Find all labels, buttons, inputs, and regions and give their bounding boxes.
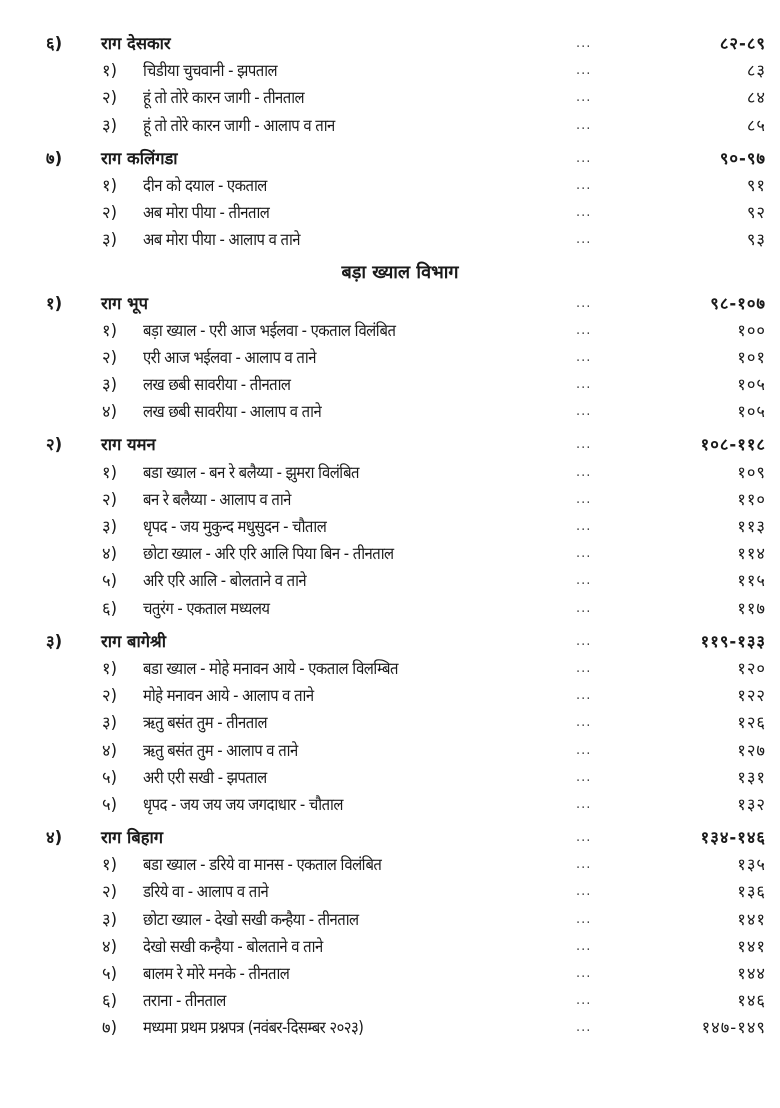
toc-item xyxy=(0,317,780,344)
item-title: ऋतु बसंत तुम - आलाप व ताने xyxy=(143,740,298,760)
page-number: १४१ xyxy=(737,909,766,929)
item-title: तराना - तीनताल xyxy=(143,991,226,1011)
page-number: १२० xyxy=(737,658,766,678)
page-number: १२७ xyxy=(737,740,766,760)
toc-section-yaman xyxy=(0,431,780,621)
item-title: हूं तो तोरे कारन जागी - तीनताल xyxy=(143,88,305,108)
leader-dots: ... xyxy=(576,464,592,480)
page-number: ११७ xyxy=(737,598,766,618)
page-number: १३६ xyxy=(737,882,766,902)
leader-dots: ... xyxy=(576,232,592,248)
section-number: २) xyxy=(46,435,63,455)
item-title: लख छबी सावरीया - आलाप व ताने xyxy=(143,402,322,422)
item-number: ७) xyxy=(102,1018,118,1038)
item-number: ४) xyxy=(102,544,118,564)
page-number: १४१ xyxy=(737,936,766,956)
page-number: ११० xyxy=(737,489,766,509)
leader-dots: ... xyxy=(576,404,592,420)
toc-item xyxy=(0,655,780,682)
section-title: राग देसकार xyxy=(101,34,171,53)
toc-item xyxy=(0,172,780,199)
item-title: ऋतु बसंत तुम - तीनताल xyxy=(143,713,268,733)
leader-dots: ... xyxy=(576,993,592,1009)
item-number: २) xyxy=(102,347,118,367)
item-number: ६) xyxy=(102,598,118,618)
page-number: ८३ xyxy=(746,61,766,81)
toc-section-kalingda xyxy=(0,145,780,254)
page-range: १०८-११८ xyxy=(700,435,766,455)
section-heading-row xyxy=(0,824,780,851)
leader-dots: ... xyxy=(576,295,592,311)
toc-item xyxy=(0,682,780,709)
section-number: ३) xyxy=(46,631,63,651)
section-heading-row xyxy=(0,30,780,57)
toc-item xyxy=(0,57,780,84)
page-number: १०९ xyxy=(737,462,766,482)
item-number: २) xyxy=(102,882,118,902)
toc-item xyxy=(0,540,780,567)
item-number: १) xyxy=(102,462,118,482)
page-number: १२२ xyxy=(737,686,766,706)
section-title: राग भूप xyxy=(101,293,149,313)
item-number: ४) xyxy=(102,402,118,422)
leader-dots: ... xyxy=(576,1020,592,1036)
toc-item xyxy=(0,851,780,878)
leader-dots: ... xyxy=(576,600,592,616)
item-title: डरिये वा - आलाप व ताने xyxy=(143,882,269,902)
page-number: ९२ xyxy=(746,203,766,223)
page-number: १३५ xyxy=(737,855,766,875)
item-number: १) xyxy=(102,658,118,678)
page-number: ८५ xyxy=(746,115,766,135)
page-number: ९१ xyxy=(746,175,766,195)
item-title: दीन को दयाल - एकताल xyxy=(143,175,267,195)
toc-item xyxy=(0,764,780,791)
item-title: बडा ख्याल - बन रे बलैय्या - झुमरा विलंबित xyxy=(143,462,359,482)
toc-item xyxy=(0,344,780,371)
item-title: मोहे मनावन आये - आलाप व ताने xyxy=(143,686,314,706)
page-number: ११५ xyxy=(737,571,766,591)
item-title: मध्यमा प्रथम प्रश्नपत्र (नवंबर-दिसम्बर २०२३) xyxy=(143,1018,364,1038)
item-number: ५) xyxy=(102,767,118,787)
leader-dots: ... xyxy=(576,63,592,79)
page-number: १२६ xyxy=(737,713,766,733)
leader-dots: ... xyxy=(576,911,592,927)
toc-item xyxy=(0,960,780,987)
leader-dots: ... xyxy=(576,573,592,589)
page-number: १३२ xyxy=(737,794,766,814)
toc-item xyxy=(0,737,780,764)
item-title: अब मोरा पीया - आलाप व ताने xyxy=(143,230,300,250)
leader-dots: ... xyxy=(576,884,592,900)
item-title: बडा ख्याल - डरिये वा मानस - एकताल विलंबित xyxy=(143,855,382,875)
page-number: १४४ xyxy=(737,964,766,983)
page-number: १०१ xyxy=(737,347,766,367)
item-number: २) xyxy=(102,88,118,108)
toc-section-bihag xyxy=(0,824,780,1042)
toc-section-deskar xyxy=(0,30,780,139)
item-number: ५) xyxy=(102,571,118,591)
section-number: ७) xyxy=(46,148,63,168)
page-range: ९०-९७ xyxy=(719,148,766,168)
leader-dots: ... xyxy=(576,830,592,846)
page-range: ८२-८९ xyxy=(719,34,766,53)
section-title: राग यमन xyxy=(101,435,156,455)
leader-dots: ... xyxy=(576,966,592,981)
leader-dots: ... xyxy=(576,349,592,365)
section-heading-row xyxy=(0,145,780,172)
page-number: ९३ xyxy=(746,230,766,250)
item-number: ३) xyxy=(102,909,118,929)
toc-item xyxy=(0,878,780,905)
page-number: १४६ xyxy=(737,991,766,1011)
page-number: १०५ xyxy=(737,402,766,422)
item-title: चिडीया चुचवानी - झपताल xyxy=(143,61,278,81)
toc-item xyxy=(0,486,780,513)
toc-item xyxy=(0,112,780,139)
leader-dots: ... xyxy=(576,322,592,338)
section-number: ६) xyxy=(46,34,63,53)
item-title: एरी आज भईलवा - आलाप व ताने xyxy=(143,347,316,367)
item-title: अरि एरि आलि - बोलताने व ताने xyxy=(143,571,307,591)
toc-section-bageshri xyxy=(0,628,780,818)
leader-dots: ... xyxy=(576,769,592,785)
toc-item xyxy=(0,791,780,818)
toc-section-bhoop xyxy=(0,290,780,426)
section-title: राग बिहाग xyxy=(101,828,164,848)
section-number: १) xyxy=(46,293,63,313)
item-title: बड़ा ख्याल - एरी आज भईलवा - एकताल विलंबित xyxy=(143,320,396,340)
item-title: चतुरंग - एकताल मध्यलय xyxy=(143,598,270,618)
page-number: ८४ xyxy=(746,88,766,108)
item-title: बालम रे मोरे मनके - तीनताल xyxy=(143,964,290,983)
item-number: ५) xyxy=(102,794,118,814)
leader-dots: ... xyxy=(576,437,592,453)
page-number: १३१ xyxy=(737,767,766,787)
leader-dots: ... xyxy=(576,742,592,758)
item-title: बन रे बलैय्या - आलाप व ताने xyxy=(143,489,291,509)
page-number: १४७-१४९ xyxy=(701,1018,766,1038)
item-title: अरी एरी सखी - झपताल xyxy=(143,767,267,787)
leader-dots: ... xyxy=(576,117,592,133)
item-number: ३) xyxy=(102,230,118,250)
leader-dots: ... xyxy=(576,857,592,873)
item-number: ४) xyxy=(102,740,118,760)
toc-item xyxy=(0,987,780,1014)
page-number: १०५ xyxy=(737,375,766,395)
item-number: ३) xyxy=(102,375,118,395)
item-title: देखो सखी कन्हैया - बोलताने व ताने xyxy=(143,936,323,956)
item-number: १) xyxy=(102,855,118,875)
section-heading-row xyxy=(0,431,780,458)
page-number: १०० xyxy=(737,320,766,340)
item-number: २) xyxy=(102,489,118,509)
item-number: ६) xyxy=(102,991,118,1011)
leader-dots: ... xyxy=(576,546,592,562)
leader-dots: ... xyxy=(576,633,592,649)
item-title: धृपद - जय मुकुन्द मधुसुदन - चौताल xyxy=(143,517,327,536)
section-title: राग कलिंगडा xyxy=(101,148,178,168)
leader-dots: ... xyxy=(576,150,592,166)
page-range: १३४-१४६ xyxy=(700,828,766,848)
leader-dots: ... xyxy=(576,796,592,812)
leader-dots: ... xyxy=(576,377,592,393)
item-number: २) xyxy=(102,686,118,706)
section-number: ४) xyxy=(46,828,63,848)
item-number: ३) xyxy=(102,115,118,135)
leader-dots: ... xyxy=(576,660,592,676)
item-title: लख छबी सावरीया - तीनताल xyxy=(143,375,291,395)
table-of-contents xyxy=(0,30,780,1048)
toc-item xyxy=(0,371,780,398)
toc-item xyxy=(0,398,780,425)
leader-dots: ... xyxy=(576,491,592,507)
toc-item xyxy=(0,595,780,622)
leader-dots: ... xyxy=(576,688,592,704)
item-number: २) xyxy=(102,203,118,223)
toc-item xyxy=(0,226,780,253)
toc-item xyxy=(0,567,780,594)
leader-dots: ... xyxy=(576,177,592,193)
item-title: धृपद - जय जय जय जगदाधार - चौताल xyxy=(143,794,343,814)
page-range: ११९-१३३ xyxy=(700,631,766,651)
leader-dots: ... xyxy=(576,938,592,954)
toc-item xyxy=(0,709,780,736)
leader-dots: ... xyxy=(576,205,592,221)
item-title: बडा ख्याल - मोहे मनावन आये - एकताल विलम्बित xyxy=(143,658,398,678)
toc-item xyxy=(0,199,780,226)
section-heading-row xyxy=(0,290,780,317)
item-title: अब मोरा पीया - तीनताल xyxy=(143,203,270,223)
division-heading: बड़ा ख्याल विभाग xyxy=(341,261,459,283)
item-number: ५) xyxy=(102,964,118,983)
page-range: ९८-१०७ xyxy=(710,293,766,313)
page-number: ११३ xyxy=(737,517,766,536)
item-title: छोटा ख्याल - अरि एरि आलि पिया बिन - तीनताल xyxy=(143,544,394,564)
toc-item xyxy=(0,84,780,111)
leader-dots: ... xyxy=(576,519,592,534)
item-number: ४) xyxy=(102,936,118,956)
toc-item xyxy=(0,933,780,960)
leader-dots: ... xyxy=(576,715,592,731)
item-title: हूं तो तोरे कारन जागी - आलाप व तान xyxy=(143,115,335,135)
section-heading-row xyxy=(0,628,780,655)
item-title: छोटा ख्याल - देखो सखी कन्हैया - तीनताल xyxy=(143,909,359,929)
leader-dots: ... xyxy=(576,90,592,106)
toc-item xyxy=(0,906,780,933)
item-number: ३) xyxy=(102,517,118,536)
item-number: १) xyxy=(102,320,118,340)
toc-item xyxy=(0,1014,780,1041)
toc-item xyxy=(0,459,780,486)
leader-dots: ... xyxy=(576,36,592,51)
section-title: राग बागेश्री xyxy=(101,631,166,651)
item-number: १) xyxy=(102,175,118,195)
item-number: ३) xyxy=(102,713,118,733)
page-number: ११४ xyxy=(737,544,766,564)
toc-item xyxy=(0,513,780,540)
item-number: १) xyxy=(102,61,118,81)
